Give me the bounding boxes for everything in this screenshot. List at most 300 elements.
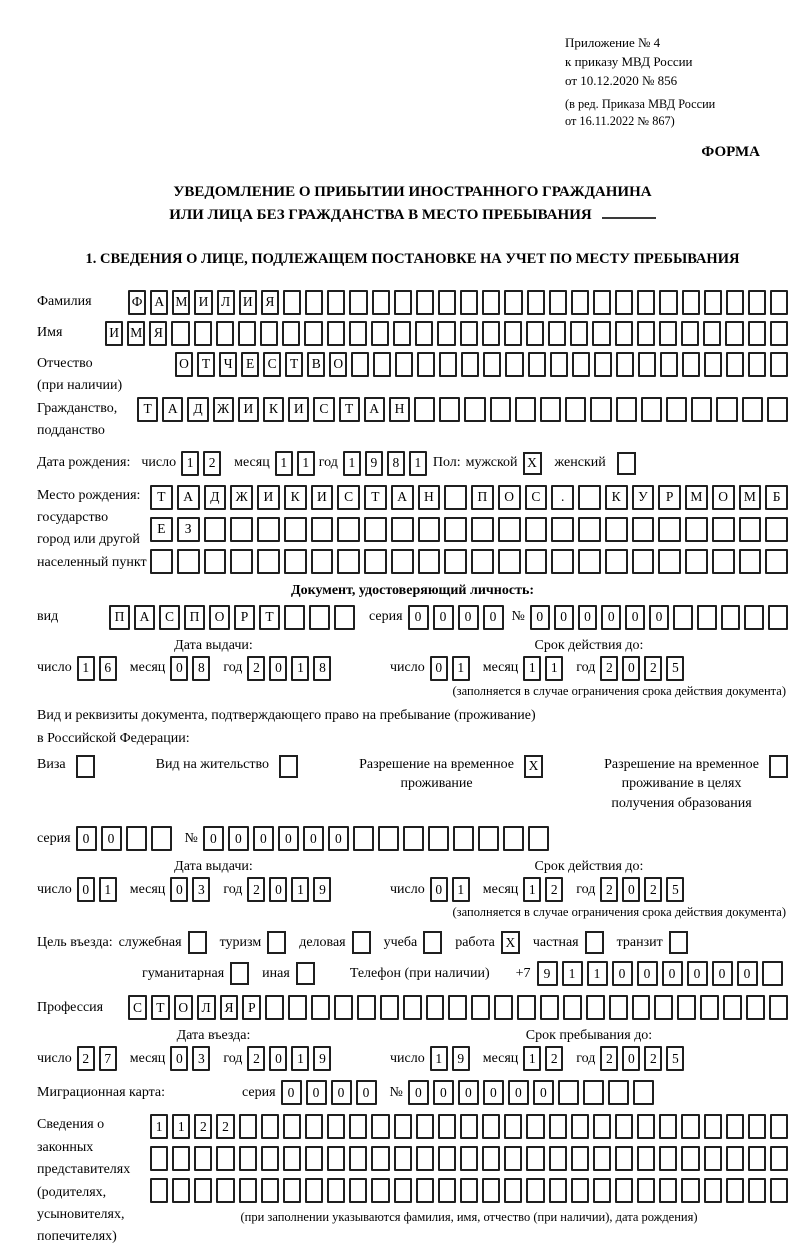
char-cell[interactable] <box>418 549 441 574</box>
char-cell[interactable] <box>482 321 500 346</box>
char-cell[interactable]: 0 <box>601 605 621 630</box>
char-cell[interactable] <box>364 549 387 574</box>
char-cell[interactable]: 0 <box>269 656 287 681</box>
char-cell[interactable]: 1 <box>181 451 199 476</box>
char-cell[interactable] <box>380 995 399 1020</box>
char-cell[interactable] <box>641 397 662 422</box>
char-cell[interactable] <box>460 1114 478 1139</box>
char-cell[interactable] <box>571 290 589 315</box>
char-cell[interactable] <box>483 352 501 377</box>
char-cell[interactable]: 2 <box>644 656 662 681</box>
char-cell[interactable] <box>261 1146 279 1171</box>
char-cell[interactable]: . <box>551 485 574 510</box>
char-cell[interactable] <box>615 290 633 315</box>
char-cell[interactable] <box>372 290 390 315</box>
char-cell[interactable]: И <box>288 397 309 422</box>
char-cell[interactable]: У <box>632 485 655 510</box>
char-cell[interactable] <box>526 1178 544 1203</box>
char-cell[interactable] <box>416 1146 434 1171</box>
char-cell[interactable] <box>632 549 655 574</box>
char-cell[interactable] <box>204 549 227 574</box>
char-cell[interactable]: 0 <box>533 1080 554 1105</box>
char-cell[interactable]: 0 <box>278 826 299 851</box>
char-cell[interactable] <box>504 290 522 315</box>
char-cell[interactable]: 0 <box>662 961 683 986</box>
char-cell[interactable]: С <box>337 485 360 510</box>
char-cell[interactable] <box>364 517 387 542</box>
char-cell[interactable] <box>357 995 376 1020</box>
char-cell[interactable] <box>615 321 633 346</box>
char-cell[interactable] <box>528 352 546 377</box>
char-cell[interactable]: А <box>162 397 183 422</box>
char-cell[interactable] <box>638 352 656 377</box>
char-cell[interactable]: 2 <box>247 877 265 902</box>
char-cell[interactable] <box>605 549 628 574</box>
char-cell[interactable] <box>616 352 634 377</box>
char-cell[interactable] <box>744 605 764 630</box>
purpose-work-checkbox[interactable]: X <box>501 931 520 954</box>
char-cell[interactable] <box>460 290 478 315</box>
char-cell[interactable] <box>378 826 399 851</box>
char-cell[interactable]: 0 <box>269 1046 287 1071</box>
char-cell[interactable]: 6 <box>99 656 117 681</box>
char-cell[interactable]: П <box>471 485 494 510</box>
char-cell[interactable] <box>748 1178 766 1203</box>
char-cell[interactable] <box>395 352 413 377</box>
char-cell[interactable]: 2 <box>644 877 662 902</box>
char-cell[interactable]: 0 <box>170 877 188 902</box>
char-cell[interactable] <box>515 397 536 422</box>
char-cell[interactable] <box>503 826 524 851</box>
char-cell[interactable] <box>394 1114 412 1139</box>
char-cell[interactable] <box>770 1146 788 1171</box>
char-cell[interactable]: И <box>239 290 257 315</box>
char-cell[interactable]: 2 <box>644 1046 662 1071</box>
char-cell[interactable] <box>239 1178 257 1203</box>
char-cell[interactable] <box>505 352 523 377</box>
char-cell[interactable] <box>659 1178 677 1203</box>
char-cell[interactable] <box>172 1178 190 1203</box>
char-cell[interactable] <box>578 517 601 542</box>
char-cell[interactable]: 0 <box>253 826 274 851</box>
char-cell[interactable]: Т <box>197 352 215 377</box>
char-cell[interactable] <box>371 321 389 346</box>
char-cell[interactable] <box>770 1114 788 1139</box>
char-cell[interactable]: 1 <box>343 451 361 476</box>
char-cell[interactable]: 0 <box>408 1080 429 1105</box>
char-cell[interactable]: М <box>739 485 762 510</box>
char-cell[interactable] <box>498 517 521 542</box>
char-cell[interactable]: 0 <box>101 826 122 851</box>
char-cell[interactable] <box>311 517 334 542</box>
char-cell[interactable] <box>349 1114 367 1139</box>
char-cell[interactable] <box>490 397 511 422</box>
char-cell[interactable] <box>261 1178 279 1203</box>
char-cell[interactable] <box>283 1146 301 1171</box>
char-cell[interactable]: Я <box>149 321 167 346</box>
char-cell[interactable] <box>414 397 435 422</box>
char-cell[interactable] <box>578 549 601 574</box>
char-cell[interactable] <box>391 549 414 574</box>
char-cell[interactable]: 0 <box>508 1080 529 1105</box>
char-cell[interactable] <box>571 1178 589 1203</box>
char-cell[interactable] <box>551 549 574 574</box>
char-cell[interactable] <box>633 1080 654 1105</box>
char-cell[interactable] <box>444 485 467 510</box>
char-cell[interactable] <box>615 1178 633 1203</box>
char-cell[interactable]: Р <box>242 995 261 1020</box>
char-cell[interactable]: 8 <box>313 656 331 681</box>
char-cell[interactable] <box>437 321 455 346</box>
char-cell[interactable] <box>593 1114 611 1139</box>
char-cell[interactable]: Т <box>259 605 280 630</box>
char-cell[interactable] <box>498 549 521 574</box>
char-cell[interactable] <box>438 1178 456 1203</box>
char-cell[interactable]: О <box>175 352 193 377</box>
char-cell[interactable] <box>765 517 788 542</box>
char-cell[interactable] <box>177 549 200 574</box>
char-cell[interactable]: 0 <box>430 877 448 902</box>
char-cell[interactable] <box>704 1146 722 1171</box>
char-cell[interactable]: 0 <box>687 961 708 986</box>
char-cell[interactable] <box>150 1178 168 1203</box>
char-cell[interactable] <box>608 1080 629 1105</box>
char-cell[interactable] <box>526 1146 544 1171</box>
char-cell[interactable] <box>637 290 655 315</box>
char-cell[interactable] <box>438 1146 456 1171</box>
char-cell[interactable] <box>305 1114 323 1139</box>
char-cell[interactable] <box>632 517 655 542</box>
char-cell[interactable]: 0 <box>356 1080 377 1105</box>
char-cell[interactable] <box>659 290 677 315</box>
char-cell[interactable] <box>565 397 586 422</box>
char-cell[interactable]: 8 <box>387 451 405 476</box>
char-cell[interactable]: С <box>525 485 548 510</box>
char-cell[interactable] <box>726 1146 744 1171</box>
char-cell[interactable]: Ф <box>128 290 146 315</box>
char-cell[interactable] <box>726 1114 744 1139</box>
purpose-transit-checkbox[interactable] <box>669 931 688 954</box>
char-cell[interactable] <box>171 321 189 346</box>
char-cell[interactable] <box>349 1146 367 1171</box>
purpose-business-checkbox[interactable] <box>352 931 371 954</box>
char-cell[interactable] <box>570 321 588 346</box>
char-cell[interactable]: М <box>172 290 190 315</box>
char-cell[interactable]: 0 <box>306 1080 327 1105</box>
char-cell[interactable] <box>691 397 712 422</box>
purpose-study-checkbox[interactable] <box>423 931 442 954</box>
char-cell[interactable] <box>770 1178 788 1203</box>
char-cell[interactable]: 1 <box>562 961 583 986</box>
char-cell[interactable] <box>353 826 374 851</box>
char-cell[interactable]: 1 <box>452 656 470 681</box>
char-cell[interactable]: 0 <box>170 656 188 681</box>
char-cell[interactable]: 1 <box>275 451 293 476</box>
char-cell[interactable]: 1 <box>291 656 309 681</box>
char-cell[interactable] <box>700 995 719 1020</box>
char-cell[interactable]: Ж <box>213 397 234 422</box>
char-cell[interactable] <box>549 1114 567 1139</box>
char-cell[interactable] <box>439 352 457 377</box>
char-cell[interactable]: И <box>194 290 212 315</box>
char-cell[interactable] <box>605 517 628 542</box>
char-cell[interactable] <box>592 321 610 346</box>
char-cell[interactable] <box>548 321 566 346</box>
char-cell[interactable] <box>726 352 744 377</box>
char-cell[interactable]: 8 <box>192 656 210 681</box>
char-cell[interactable] <box>349 290 367 315</box>
char-cell[interactable] <box>461 352 479 377</box>
char-cell[interactable]: 0 <box>433 605 454 630</box>
char-cell[interactable] <box>216 1146 234 1171</box>
char-cell[interactable]: 0 <box>408 605 429 630</box>
char-cell[interactable] <box>742 397 763 422</box>
char-cell[interactable]: 9 <box>313 1046 331 1071</box>
char-cell[interactable] <box>659 1114 677 1139</box>
char-cell[interactable]: 2 <box>545 877 563 902</box>
char-cell[interactable] <box>194 1146 212 1171</box>
char-cell[interactable]: 2 <box>545 1046 563 1071</box>
char-cell[interactable]: А <box>177 485 200 510</box>
char-cell[interactable] <box>571 1114 589 1139</box>
char-cell[interactable] <box>439 397 460 422</box>
char-cell[interactable]: С <box>313 397 334 422</box>
char-cell[interactable]: 9 <box>365 451 383 476</box>
temp-residence-education-checkbox[interactable] <box>769 755 788 778</box>
char-cell[interactable] <box>371 1178 389 1203</box>
sex-male-checkbox[interactable]: X <box>523 452 542 475</box>
char-cell[interactable] <box>748 1146 766 1171</box>
char-cell[interactable]: 5 <box>666 877 684 902</box>
char-cell[interactable]: 2 <box>247 656 265 681</box>
char-cell[interactable]: Р <box>234 605 255 630</box>
char-cell[interactable] <box>712 549 735 574</box>
char-cell[interactable] <box>334 605 355 630</box>
char-cell[interactable] <box>204 517 227 542</box>
char-cell[interactable]: Т <box>364 485 387 510</box>
char-cell[interactable]: Т <box>137 397 158 422</box>
char-cell[interactable]: 0 <box>483 1080 504 1105</box>
char-cell[interactable]: А <box>134 605 155 630</box>
char-cell[interactable] <box>632 995 651 1020</box>
char-cell[interactable] <box>703 321 721 346</box>
char-cell[interactable] <box>471 549 494 574</box>
char-cell[interactable]: К <box>263 397 284 422</box>
char-cell[interactable]: 0 <box>433 1080 454 1105</box>
char-cell[interactable] <box>517 995 536 1020</box>
char-cell[interactable] <box>304 321 322 346</box>
char-cell[interactable] <box>327 290 345 315</box>
char-cell[interactable]: Д <box>204 485 227 510</box>
char-cell[interactable] <box>615 1114 633 1139</box>
char-cell[interactable]: 9 <box>452 1046 470 1071</box>
char-cell[interactable]: 2 <box>247 1046 265 1071</box>
char-cell[interactable] <box>284 549 307 574</box>
char-cell[interactable] <box>309 605 330 630</box>
char-cell[interactable]: 2 <box>77 1046 95 1071</box>
purpose-other-checkbox[interactable] <box>296 962 315 985</box>
char-cell[interactable] <box>681 321 699 346</box>
char-cell[interactable] <box>418 517 441 542</box>
char-cell[interactable] <box>748 1114 766 1139</box>
char-cell[interactable]: 0 <box>530 605 550 630</box>
char-cell[interactable] <box>327 1178 345 1203</box>
char-cell[interactable]: 0 <box>458 605 479 630</box>
char-cell[interactable] <box>371 1146 389 1171</box>
char-cell[interactable]: 0 <box>712 961 733 986</box>
char-cell[interactable]: 5 <box>666 656 684 681</box>
char-cell[interactable] <box>767 397 788 422</box>
char-cell[interactable]: Н <box>389 397 410 422</box>
char-cell[interactable] <box>415 321 433 346</box>
char-cell[interactable] <box>349 1178 367 1203</box>
char-cell[interactable]: 1 <box>430 1046 448 1071</box>
char-cell[interactable]: 3 <box>192 1046 210 1071</box>
purpose-private-checkbox[interactable] <box>585 931 604 954</box>
char-cell[interactable] <box>471 995 490 1020</box>
char-cell[interactable] <box>563 995 582 1020</box>
char-cell[interactable] <box>261 1114 279 1139</box>
char-cell[interactable]: Е <box>241 352 259 377</box>
char-cell[interactable] <box>572 352 590 377</box>
char-cell[interactable]: 2 <box>600 656 618 681</box>
char-cell[interactable]: 0 <box>76 826 97 851</box>
char-cell[interactable] <box>239 1146 257 1171</box>
char-cell[interactable]: 0 <box>328 826 349 851</box>
char-cell[interactable]: С <box>159 605 180 630</box>
char-cell[interactable] <box>528 826 549 851</box>
char-cell[interactable]: 1 <box>291 1046 309 1071</box>
char-cell[interactable] <box>725 321 743 346</box>
char-cell[interactable]: 9 <box>313 877 331 902</box>
char-cell[interactable] <box>194 321 212 346</box>
char-cell[interactable]: 1 <box>523 1046 541 1071</box>
char-cell[interactable] <box>239 1114 257 1139</box>
char-cell[interactable]: 0 <box>622 656 640 681</box>
char-cell[interactable]: Я <box>220 995 239 1020</box>
char-cell[interactable]: 2 <box>216 1114 234 1139</box>
char-cell[interactable] <box>704 352 722 377</box>
char-cell[interactable] <box>391 517 414 542</box>
char-cell[interactable]: 1 <box>297 451 315 476</box>
char-cell[interactable] <box>482 1114 500 1139</box>
char-cell[interactable] <box>394 1178 412 1203</box>
char-cell[interactable]: 0 <box>625 605 645 630</box>
char-cell[interactable] <box>403 826 424 851</box>
char-cell[interactable] <box>438 290 456 315</box>
char-cell[interactable] <box>746 995 765 1020</box>
char-cell[interactable]: О <box>209 605 230 630</box>
char-cell[interactable]: Т <box>151 995 170 1020</box>
char-cell[interactable] <box>416 1114 434 1139</box>
char-cell[interactable] <box>444 517 467 542</box>
char-cell[interactable]: П <box>184 605 205 630</box>
char-cell[interactable] <box>770 290 788 315</box>
char-cell[interactable]: 1 <box>172 1114 190 1139</box>
char-cell[interactable] <box>637 1178 655 1203</box>
char-cell[interactable]: 0 <box>458 1080 479 1105</box>
char-cell[interactable]: 0 <box>483 605 504 630</box>
char-cell[interactable]: 0 <box>637 961 658 986</box>
char-cell[interactable] <box>682 352 700 377</box>
char-cell[interactable] <box>288 995 307 1020</box>
char-cell[interactable]: 2 <box>194 1114 212 1139</box>
char-cell[interactable] <box>748 321 766 346</box>
char-cell[interactable]: Д <box>187 397 208 422</box>
char-cell[interactable] <box>150 549 173 574</box>
char-cell[interactable] <box>394 290 412 315</box>
char-cell[interactable] <box>590 397 611 422</box>
char-cell[interactable] <box>334 995 353 1020</box>
char-cell[interactable] <box>194 1178 212 1203</box>
char-cell[interactable]: Е <box>150 517 173 542</box>
char-cell[interactable] <box>726 290 744 315</box>
char-cell[interactable]: С <box>128 995 147 1020</box>
char-cell[interactable]: 0 <box>430 656 448 681</box>
char-cell[interactable]: М <box>685 485 708 510</box>
char-cell[interactable] <box>540 397 561 422</box>
char-cell[interactable] <box>351 352 369 377</box>
char-cell[interactable] <box>337 517 360 542</box>
char-cell[interactable]: 2 <box>600 877 618 902</box>
char-cell[interactable]: 1 <box>523 656 541 681</box>
char-cell[interactable] <box>571 1146 589 1171</box>
char-cell[interactable] <box>504 321 522 346</box>
char-cell[interactable] <box>460 321 478 346</box>
char-cell[interactable] <box>609 995 628 1020</box>
char-cell[interactable] <box>681 1178 699 1203</box>
char-cell[interactable] <box>658 549 681 574</box>
char-cell[interactable]: 1 <box>523 877 541 902</box>
char-cell[interactable]: К <box>284 485 307 510</box>
char-cell[interactable] <box>770 321 788 346</box>
char-cell[interactable] <box>549 290 567 315</box>
char-cell[interactable] <box>230 549 253 574</box>
char-cell[interactable]: Л <box>217 290 235 315</box>
char-cell[interactable]: 1 <box>99 877 117 902</box>
char-cell[interactable] <box>464 397 485 422</box>
char-cell[interactable]: Т <box>339 397 360 422</box>
char-cell[interactable]: О <box>498 485 521 510</box>
char-cell[interactable] <box>230 517 253 542</box>
char-cell[interactable] <box>748 290 766 315</box>
char-cell[interactable]: 0 <box>622 877 640 902</box>
char-cell[interactable]: 1 <box>452 877 470 902</box>
char-cell[interactable] <box>284 517 307 542</box>
char-cell[interactable]: 1 <box>587 961 608 986</box>
char-cell[interactable]: Ч <box>219 352 237 377</box>
char-cell[interactable] <box>471 517 494 542</box>
char-cell[interactable] <box>257 517 280 542</box>
char-cell[interactable]: Т <box>150 485 173 510</box>
char-cell[interactable] <box>685 517 708 542</box>
char-cell[interactable] <box>417 352 435 377</box>
char-cell[interactable] <box>482 1178 500 1203</box>
char-cell[interactable]: О <box>174 995 193 1020</box>
char-cell[interactable] <box>525 517 548 542</box>
char-cell[interactable] <box>349 321 367 346</box>
char-cell[interactable] <box>739 517 762 542</box>
char-cell[interactable] <box>305 1178 323 1203</box>
char-cell[interactable] <box>216 321 234 346</box>
char-cell[interactable] <box>637 1114 655 1139</box>
char-cell[interactable] <box>716 397 737 422</box>
char-cell[interactable]: 0 <box>649 605 669 630</box>
char-cell[interactable] <box>438 1114 456 1139</box>
char-cell[interactable]: З <box>177 517 200 542</box>
char-cell[interactable]: А <box>391 485 414 510</box>
char-cell[interactable] <box>721 605 741 630</box>
